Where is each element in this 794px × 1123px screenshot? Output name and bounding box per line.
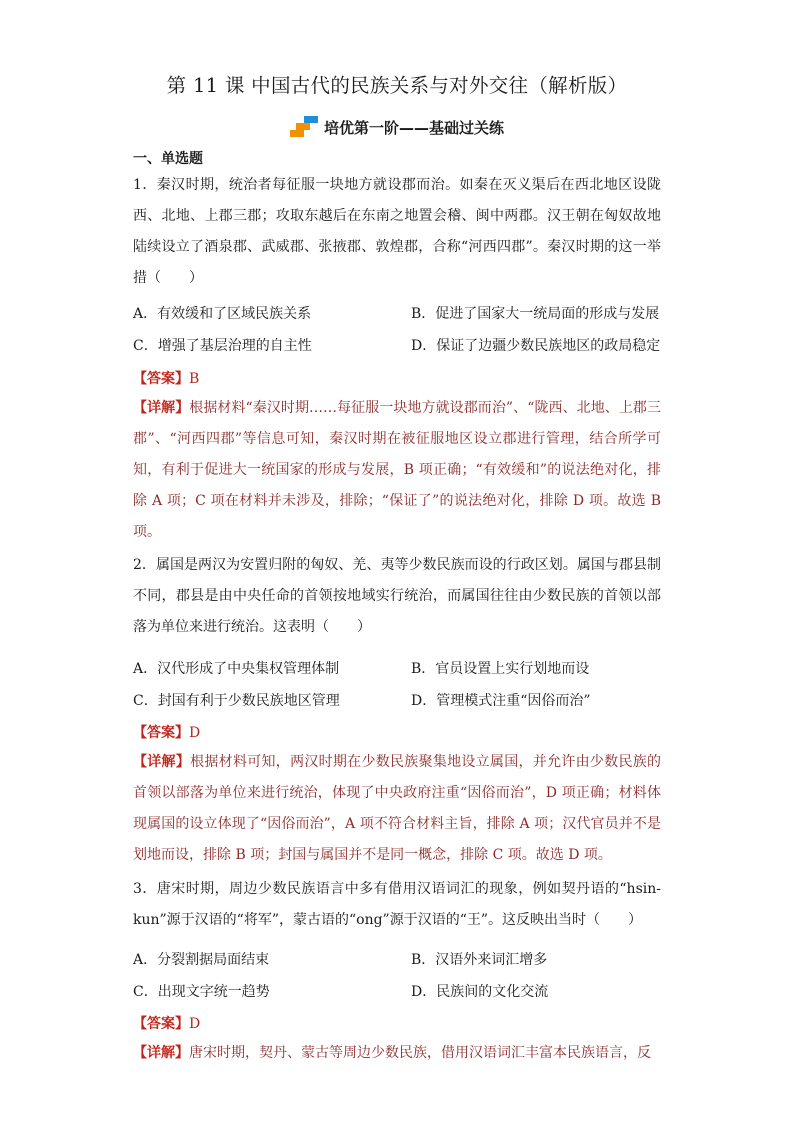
question-1-detail	[133, 393, 661, 548]
option-a: A．有效缓和了区域民族关系	[133, 306, 312, 322]
subtitle: 培优第一阶——基础过关练	[323, 118, 504, 137]
subtitle-row	[0, 116, 794, 142]
option-d: D．管理模式注重“因俗而治”	[411, 693, 591, 709]
option-b: B．汉语外来词汇增多	[411, 952, 548, 968]
option-d: D．保证了边疆少数民族地区的政局稳定	[411, 338, 661, 354]
detail-tag: 【详解】	[133, 400, 190, 416]
detail-text: 根据材料“秦汉时期……每征服一块地方就设郡而治”、“陇西、北地、上郡三郡”、“河西四郡”等信息可知，秦汉时期在被征服地区设立郡进行管理，结合所学可知，有利于促进大一统国家的形成与发展，B 项正确；“有效缓和”的说法绝对化，排除 A 项；C 项在材料并未涉及，排除；“保证了”的说法绝对化，排除 D 项。故选 B 项。	[133, 400, 661, 540]
answer-value: D	[189, 725, 201, 741]
question-2-detail	[133, 747, 661, 871]
question-3-stem: 3．唐宋时期，周边少数民族语言中多有借用汉语词汇的现象，例如契丹语的“hsin-kun”源于汉语的“将军”，蒙古语的“ong”源于汉语的“王”。这反映出当时（ ）	[133, 881, 661, 928]
detail-tag: 【详解】	[133, 754, 191, 770]
answer-tag: 【答案】	[133, 725, 189, 741]
option-b: B．官员设置上实行划地而设	[411, 661, 590, 677]
answer-value: B	[189, 371, 200, 387]
option-a: A．分裂割据局面结束	[133, 952, 270, 968]
option-c: C．封国有利于少数民族地区管理	[133, 693, 340, 709]
answer-value: D	[189, 1016, 201, 1032]
question-3-options	[133, 944, 693, 1008]
detail-tag: 【详解】	[133, 1045, 189, 1061]
question-1-stem: 1．秦汉时期，统治者每征服一块地方就设郡而治。如秦在灭义渠后在西北地区设陇西、北地、上郡三郡；攻取东越后在东南之地置会稽、闽中两郡。汉王朝在匈奴故地陆续设立了酒泉郡、武威郡、张掖郡、敦煌郡，合称“河西四郡”。秦汉时期的这一举措（ ）	[133, 177, 661, 286]
option-a: A．汉代形成了中央集权管理体制	[133, 661, 340, 677]
question-3-answer	[133, 1013, 200, 1033]
detail-text: 根据材料可知，两汉时期在少数民族聚集地设立属国，并允许由少数民族的首领以部落为单位来进行统治，体现了中央政府注重“因俗而治”，D 项正确；材料体现属国的设立体现了“因俗而治”，A 项不符合材料主旨，排除 A 项；汉代官员并不是划地而设，排除 B 项；封国与属国并不是同一概念，排除 C 项。故选 D 项。	[133, 754, 662, 863]
answer-tag: 【答案】	[133, 1016, 189, 1032]
question-3-detail	[133, 1038, 661, 1069]
question-2-options	[133, 653, 693, 717]
question-2-answer	[133, 722, 200, 742]
option-d: D．民族间的文化交流	[411, 984, 549, 1000]
section-heading: 一、单选题	[133, 151, 203, 167]
detail-text: 唐宋时期，契丹、蒙古等周边少数民族，借用汉语词汇丰富本民族语言，反	[189, 1045, 651, 1061]
question-1-answer	[133, 368, 199, 388]
question-1-options	[133, 298, 693, 362]
stairs-logo-icon	[290, 116, 318, 138]
document-title: 第 11 课 中国古代的民族关系与对外交往（解析版）	[166, 74, 628, 97]
answer-tag: 【答案】	[133, 371, 189, 387]
question-2-stem: 2．属国是两汉为安置归附的匈奴、羌、夷等少数民族而设的行政区划。属国与郡县制不同，郡县是由中央任命的首领按地域实行统治，而属国往往由少数民族的首领以部落为单位来进行统治。这表明（ ）	[133, 557, 661, 635]
option-c: C．出现文字统一趋势	[133, 984, 270, 1000]
option-c: C．增强了基层治理的自主性	[133, 338, 312, 354]
option-b: B．促进了国家大一统局面的形成与发展	[411, 306, 660, 322]
